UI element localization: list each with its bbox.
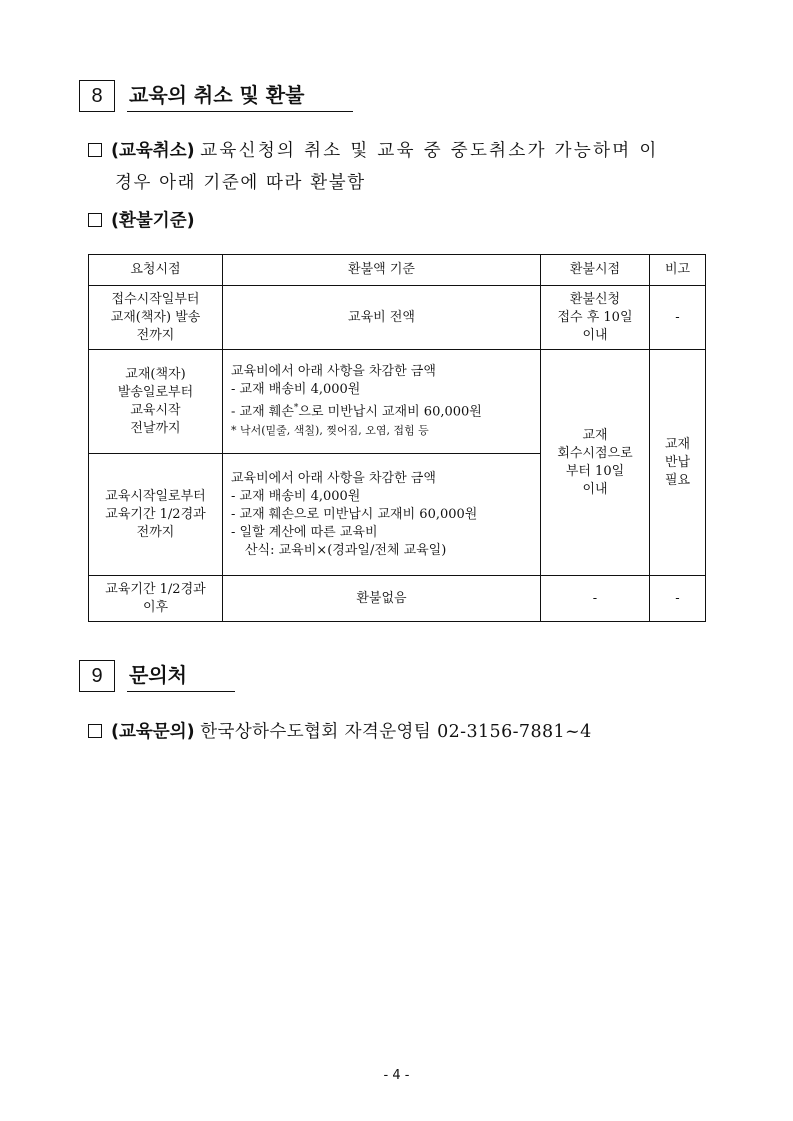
row1-refund-time: 환불신청 접수 후 10일 이내 — [541, 286, 650, 350]
section-9-header — [79, 660, 235, 692]
checkbox-icon — [88, 143, 102, 157]
cancel-line-2: 경우 아래 기준에 따라 환불함 — [115, 173, 366, 193]
cancel-line-1 — [88, 135, 728, 167]
table-row — [89, 350, 706, 454]
page-number: - 4 - — [383, 1068, 410, 1083]
inquiry-paragraph — [88, 716, 592, 748]
row2-request-time: 교재(책자) 발송일로부터 교육시작 전날까지 — [89, 350, 223, 454]
section-9-number: 9 — [79, 660, 115, 692]
checkbox-icon — [88, 724, 102, 738]
cancel-label: (교육취소) — [111, 141, 195, 161]
criteria-label: (환불기준) — [111, 211, 195, 231]
cancel-paragraph — [88, 135, 728, 199]
row1-refund-amount: 교육비 전액 — [223, 286, 541, 350]
header-refund-amount: 환불액 기준 — [223, 255, 541, 286]
header-refund-time: 환불시점 — [541, 255, 650, 286]
cancel-text-1: 교육신청의 취소 및 교육 중 중도취소가 가능하며 이 — [200, 141, 659, 161]
row3-refund-amount: 교육비에서 아래 사항을 차감한 금액 - 교재 배송비 4,000원 - 교재 훼손으로 미반납시 교재비 60,000원 - 일할 계산에 따른 교육비 산식: 교육비×(경과일/전체 교육일) — [223, 454, 541, 576]
row23-note: 교재 반납 필요 — [650, 350, 706, 576]
section-8-title: 교육의 취소 및 환불 — [127, 82, 353, 112]
inquiry-text: 한국상하수도협회 자격운영팀 02-3156-7881~4 — [200, 722, 592, 742]
section-8-header — [79, 80, 353, 112]
inquiry-label: (교육문의) — [111, 722, 195, 742]
section-8-number: 8 — [79, 80, 115, 112]
refund-table — [88, 254, 706, 622]
section-9-title: 문의처 — [127, 662, 235, 692]
row4-request-time: 교육기간 1/2경과 이후 — [89, 576, 223, 622]
header-request-time: 요청시점 — [89, 255, 223, 286]
row2-refund-amount: 교육비에서 아래 사항을 차감한 금액 - 교재 배송비 4,000원 - 교재 훼손*으로 미반납시 교재비 60,000원 * 낙서(밑줄, 색칠), 찢어짐, 오염, 접힘 등 — [223, 350, 541, 454]
table-row — [89, 576, 706, 622]
checkbox-icon — [88, 213, 102, 227]
row4-note: - — [650, 576, 706, 622]
row23-refund-time: 교재 회수시점으로 부터 10일 이내 — [541, 350, 650, 576]
row1-note: - — [650, 286, 706, 350]
row1-request-time: 접수시작일부터 교재(책자) 발송 전까지 — [89, 286, 223, 350]
table-header-row — [89, 255, 706, 286]
row4-refund-time: - — [541, 576, 650, 622]
row4-refund-amount: 환불없음 — [223, 576, 541, 622]
footnote: * 낙서(밑줄, 색칠), 찢어짐, 오염, 접힘 등 — [231, 423, 429, 437]
header-note: 비고 — [650, 255, 706, 286]
table-row — [89, 286, 706, 350]
criteria-paragraph — [88, 205, 195, 237]
row3-request-time: 교육시작일로부터 교육기간 1/2경과 전까지 — [89, 454, 223, 576]
